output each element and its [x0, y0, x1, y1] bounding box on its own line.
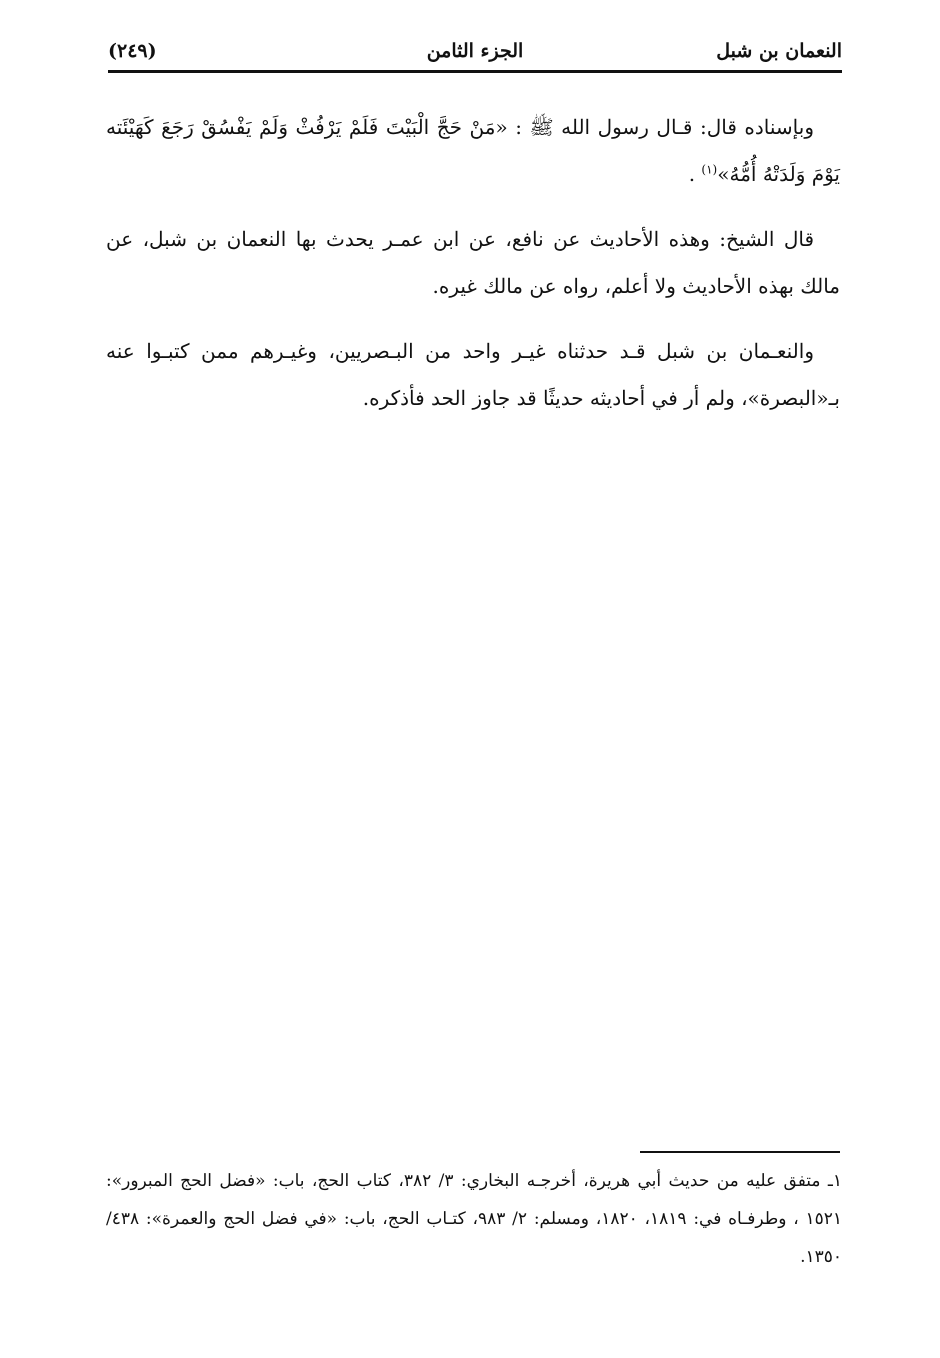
header-rule [108, 70, 842, 73]
footnotes [106, 1162, 842, 1276]
main-text [106, 104, 840, 440]
footnote-rule [640, 1151, 840, 1153]
page-number: (٢٤٩) [108, 40, 157, 62]
footnote-reference: (١) [701, 162, 718, 177]
hadith-end: . [688, 162, 702, 186]
hadith-quote: «مَنْ حَجَّ الْبَيْتَ فَلَمْ يَرْفُثْ وَلَمْ يَفْسُقْ رَجَعَ كَهَيْئَته يَوْمَ وَلَدَتْهُ أُمُّهُ» [106, 115, 840, 186]
volume-title: الجزء الثامن [426, 40, 524, 62]
paragraph-numan: والنعـمان بن شبل قـد حدثناه غيـر واحد من البـصريين، وغيـرهم ممن كتبـوا عنه بـ«البصرة»، ولم أر في أحاديثه حديثًا قد جاوز الحد فأذكره. [106, 339, 840, 410]
page-header [108, 36, 842, 76]
paragraph-shaykh: قال الشيخ: وهذه الأحاديث عن نافع، عن ابن عمـر يحدث بها النعمان بن شبل، عن مالك بهذه الأحاديث ولا أعلم، رواه عن مالك غيره. [106, 227, 840, 298]
hadith-intro: وبإسناده قال: قـال رسول الله ﷺ : [507, 115, 814, 139]
running-title: النعمان بن شبل [716, 40, 842, 62]
paragraph-hadith [106, 104, 840, 198]
footnote-1: ١ـ متفق عليه من حديث أبي هريرة، أخرجـه البخاري: ٣/ ٣٨٢، كتاب الحج، باب: «فضل الحج المبرور»: ١٥٢١ ، وطرفـاه في: ١٨١٩، ١٨٢٠، ومسلم: ٢/ ٩٨٣، كتـاب الحج، باب: «في فضل الحج والعمرة»: ٤٣٨/ ١٣٥٠. [106, 1171, 843, 1267]
